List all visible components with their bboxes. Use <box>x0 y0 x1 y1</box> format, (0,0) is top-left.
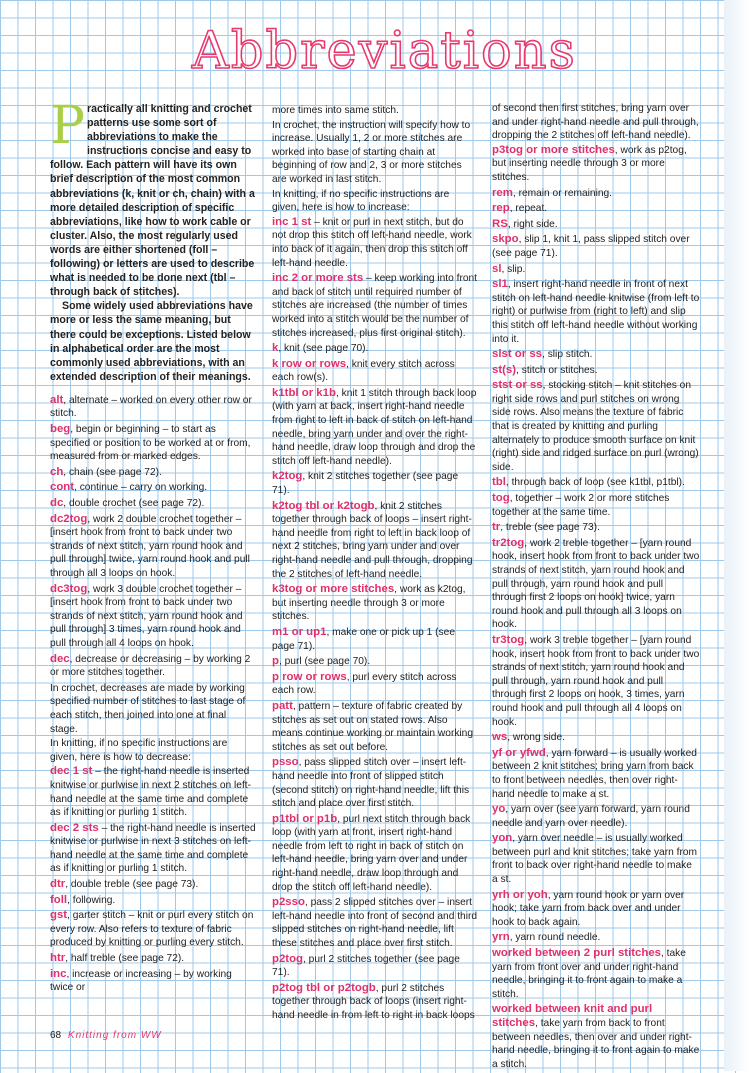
abbreviation-definition: , stocking stitch – knit stitches on right side rows and purl stitches on wrong side rows. Also means the texture of fabric that is created by knitting and purling alternately to produce smooth surface on knit (right) side and ridged surface on purl (wrong) side. <box>492 380 699 473</box>
abbreviation-definition: , work 3 double crochet together – [insert hook from front to back under two strands of next stitch, yarn round hook and pull through] 3 times, yarn round hook and pull through all 4 loops on hook. <box>50 583 243 649</box>
abbreviation-term: yrn <box>492 931 510 944</box>
abbreviation-definition: , purl every stitch across each row. <box>272 671 457 697</box>
drop-cap: P <box>50 96 85 156</box>
abbreviation-entry <box>50 583 256 651</box>
abbreviation-definition: , work 3 treble together – [yarn round hook, insert hook from front to back under two strands of next stitch, yarn round hook and pull through, yarn round hook and pull through first 2 loops on hook, 3 times, yarn round hook and pull through all 4 loops on hook. <box>492 634 700 728</box>
abbreviation-entry <box>50 952 256 966</box>
abbreviation-definition: , work 2 double crochet together – [insert hook from front to back under two strands of next stitch, yarn round hook and pull through] twice, yarn round hook and pull through all 3 loops on hook. <box>50 513 250 579</box>
abbreviation-entry <box>492 747 700 801</box>
abbreviation-definition: , purl (see page 70). <box>278 656 371 668</box>
intro <box>50 96 256 384</box>
abbreviation-definition: , slip. <box>501 263 526 275</box>
abbreviation-entry <box>492 492 700 519</box>
abbreviation-term: rep <box>492 202 510 215</box>
abbreviation-term: tbl <box>492 476 506 489</box>
abbreviation-term: k <box>272 342 279 355</box>
abbreviation-definition: , double crochet (see page 72). <box>63 498 205 510</box>
abbreviation-term: yon <box>492 832 513 845</box>
abbreviation-term: cont <box>50 481 75 494</box>
abbreviation-entry <box>492 832 700 886</box>
abbreviation-term: p2tog tbl or p2togb <box>272 981 376 994</box>
abbreviation-term: p2tog <box>272 952 304 965</box>
page-title: Abbreviations <box>192 22 577 81</box>
abbreviation-entry <box>492 263 700 277</box>
intro-paragraph-2: Some widely used abbreviations have more or less the same meaning, but there could be exceptions. Listed below in alphabetical order are the most commonly used abbreviations, with an extended description of their meanings. <box>50 300 253 383</box>
abbreviation-definition: , slip 1, knit 1, pass slipped stitch over (see page 71). <box>492 234 690 259</box>
abbreviation-entry <box>272 896 478 950</box>
abbreviation-term: p <box>272 655 279 668</box>
abbreviation-term: RS <box>492 217 508 230</box>
abbreviation-definition: , begin or beginning – to start as specified or position to be worked at or from, measured from or marked edges. <box>50 424 251 463</box>
abbreviation-entry <box>50 394 256 421</box>
abbreviation-term: sl <box>492 262 502 275</box>
abbreviation-entry <box>272 500 478 582</box>
abbreviation-definition: , work as k2tog, but inserting needle through 3 or more stitches. <box>272 584 466 623</box>
abbreviation-entry <box>50 894 256 908</box>
abbreviation-entry <box>492 889 700 930</box>
footer <box>50 1030 162 1041</box>
abbreviation-entry <box>272 626 478 653</box>
page-edge <box>724 0 750 1071</box>
abbreviation-entry <box>272 387 478 469</box>
abbreviation-term: p2sso <box>272 896 305 909</box>
publication-name: Knitting from WW <box>67 1030 162 1041</box>
abbreviation-term: tog <box>492 492 510 505</box>
abbreviation-entry <box>50 513 256 581</box>
intro-paragraph-1 <box>50 96 256 299</box>
abbreviation-entry <box>272 358 478 385</box>
abbreviation-term: dec 1 st <box>50 765 93 778</box>
abbreviation-entry <box>272 756 478 810</box>
abbreviation-entry <box>272 813 478 895</box>
abbreviation-definition: , wrong side. <box>507 732 565 744</box>
abbreviation-definition: , double treble (see page 73). <box>65 879 199 891</box>
abbreviation-definition: , through back of loop (see k1tbl, p1tbl). <box>505 477 685 489</box>
column-1 <box>50 96 256 997</box>
abbreviation-definition: , knit 2 stitches together through back of loops – insert right-hand needle from right to left in back loop of next 2 stitches, bring yarn under and over right-hand needle and pull through, dropping the 2 stitches of left-hand needle. <box>272 500 473 580</box>
abbreviation-term: p row or rows <box>272 670 347 683</box>
abbreviation-entry <box>50 878 256 892</box>
abbreviation-definition: , alternate – worked on every other row or stitch. <box>50 394 252 420</box>
abbreviation-entry <box>492 144 700 185</box>
abbreviation-term: tr <box>492 521 501 534</box>
abbreviation-definition: , knit 2 stitches together (see page 71). <box>272 471 459 497</box>
abbreviation-term: yo <box>492 803 506 816</box>
note-text: In knitting, if no specific instructions are given, here is how to increase: <box>272 188 450 214</box>
abbreviation-definition: , yarn round hook or yarn over hook; take yarn from back over and under hook to back again. <box>492 889 685 928</box>
abbreviation-definition: , following. <box>67 894 116 906</box>
abbreviation-definition: , right side. <box>507 218 558 230</box>
abbreviation-definition: – the right-hand needle is inserted knitwise or purlwise in next 2 stitches on left-hand needle at the same time and complete as if knitting or purling 1 stitch. <box>50 766 252 819</box>
abbreviation-term: dec <box>50 652 70 665</box>
abbreviation-term: inc 2 or more sts <box>272 272 364 285</box>
abbreviation-entry <box>50 497 256 511</box>
abbreviation-entry <box>272 583 478 624</box>
abbreviation-definition: – knit or purl in next stitch, but do not drop this stitch off left-hand needle, work into back of it again, then drop this stitch off left-hand needle. <box>272 216 472 269</box>
abbreviation-entry <box>492 1003 700 1071</box>
note-text: of second then first stitches, bring yarn over and under right-hand needle and pull through, dropping the 2 stitches off left-hand needle). <box>492 103 699 142</box>
abbreviation-definition: – keep working into front and back of stitch until required number of stitches are increased (the number of times worked into a stitch would be the number of stitches increased, plus first original stitch). <box>272 273 477 339</box>
abbreviation-definition: , treble (see page 73). <box>500 522 600 534</box>
abbreviation-term: dc2tog <box>50 512 88 525</box>
abbreviation-term: k row or rows <box>272 357 347 370</box>
abbreviation-definition: , chain (see page 72). <box>63 466 162 478</box>
entries-col3 <box>492 102 700 1071</box>
abbreviation-term: p1tbl or p1b <box>272 812 338 825</box>
abbreviation-entry <box>272 700 478 754</box>
abbreviation-entry <box>492 731 700 745</box>
abbreviation-entry <box>50 466 256 480</box>
abbreviation-definition: , pattern – texture of fabric created by stitches as set out on stated rows. Also means continue working or maintain working stitches as set out before. <box>272 700 474 753</box>
abbreviation-definition: , repeat. <box>509 203 548 215</box>
abbreviation-term: k1tbl or k1b <box>272 386 336 399</box>
intro-text-1: ractically all knitting and crochet patterns use some sort of abbreviations to make the instructions concise and easy to follow. Each pattern will have its own brief description of the most common abbreviations (k, knit or ch, chain) with a more detailed description of specific abbreviations, like how to work cable or cluster. Also, the most regularly used words are either shortened (foll – following) or letters are used to describe what is needed to be done next (tbl – through back of stitches). <box>50 103 255 299</box>
abbreviation-term: patt <box>272 699 293 712</box>
abbreviation-definition: , garter stitch – knit or purl every stitch on every row. Also refers to texture of fabric produced by knitting or purling every stitch. <box>50 910 254 949</box>
note-text: In crochet, decreases are made by working specified number of stitches to last stage of each stitch, then joined into one at final stage. <box>50 682 246 735</box>
abbreviation-definition: , knit every stitch across each row(s). <box>272 358 455 384</box>
abbreviation-term: htr <box>50 952 66 965</box>
abbreviation-term: beg <box>50 423 71 436</box>
abbreviation-entry <box>492 202 700 216</box>
abbreviation-entry <box>492 476 700 490</box>
abbreviation-term: stst or ss <box>492 379 543 392</box>
abbreviation-entry <box>50 423 256 464</box>
abbreviation-term: m1 or up1 <box>272 625 327 638</box>
abbreviation-entry <box>492 947 700 1001</box>
abbreviation-definition: , knit 1 stitch through back loop (with yarn at back, insert right-hand needle from right to left in back of stitch on left-hand needle, bring yarn under and over the right-hand needle, draw loop through and drop the stitch off left-hand needle). <box>272 387 477 467</box>
note-text: more times into same stitch. <box>272 105 399 116</box>
abbreviation-entry <box>50 822 256 876</box>
page-number: 68 <box>50 1030 62 1041</box>
abbreviation-term: foll <box>50 893 68 906</box>
abbreviation-term: dtr <box>50 878 66 891</box>
abbreviation-definition: , work 2 treble together – [yarn round hook, insert hook from front to back under two strands of next stitch, yarn round hook and pull through, yarn round hook and pull through first 2 loops on hook] twice, yarn round hook and pull through all 3 loops on hook. <box>492 537 700 631</box>
abbreviation-entry <box>492 218 700 232</box>
abbreviation-definition: , take yarn from front over and under right-hand needle, bringing it to front again to make a stitch. <box>492 948 686 1000</box>
abbreviation-entry <box>492 931 700 945</box>
abbreviation-term: worked between knit and purl stitches <box>492 1003 653 1029</box>
abbreviation-entry <box>492 803 700 830</box>
abbreviation-entry <box>492 537 700 632</box>
abbreviation-definition: , yarn forward – is usually worked between 2 knit stitches; bring yarn from back to front between needles, then over right-hand needle to make a st. <box>492 747 697 800</box>
abbreviation-definition: , increase or increasing – by working twice or <box>50 968 232 994</box>
abbreviation-entry <box>50 653 256 680</box>
abbreviation-definition: , together – work 2 or more stitches together at the same time. <box>492 493 670 518</box>
abbreviation-definition: , remain or remaining. <box>512 187 612 199</box>
abbreviation-entry <box>272 982 478 1023</box>
abbreviation-definition: , slip stitch. <box>542 349 593 361</box>
abbreviation-entry <box>50 481 256 495</box>
abbreviation-entry <box>272 671 478 698</box>
abbreviation-term: k3tog or more stitches <box>272 583 395 596</box>
abbreviation-definition: , decrease or decreasing – by working 2 or more stitches together. <box>50 653 251 679</box>
abbreviation-entry <box>50 765 256 819</box>
abbreviation-definition: , pass 2 slipped stitches over – insert left-hand needle into front of second and third slipped stitches on right-hand needle, lift these stitches and place over first stitch. <box>272 897 478 950</box>
abbreviation-term: st(s) <box>492 363 517 376</box>
abbreviation-entry <box>50 909 256 950</box>
abbreviation-term: k2tog <box>272 470 303 483</box>
abbreviation-entry <box>272 342 478 356</box>
abbreviation-definition: , knit (see page 70). <box>278 343 369 355</box>
entries-col2 <box>272 104 478 1023</box>
abbreviation-entry <box>272 953 478 980</box>
abbreviation-term: p3tog or more stitches <box>492 143 615 156</box>
abbreviation-entry <box>492 278 700 346</box>
abbreviation-entry <box>272 470 478 497</box>
entries-col1 <box>50 394 256 995</box>
abbreviation-term: dc3tog <box>50 582 88 595</box>
abbreviation-entry <box>492 364 700 378</box>
abbreviation-term: skpo <box>492 233 519 246</box>
abbreviation-entry <box>492 233 700 260</box>
abbreviation-definition: , pass slipped stitch over – insert left-hand needle into front of slipped stitch (second stitch) on right-hand needle, lift this stitch and place over first stitch. <box>272 757 470 810</box>
abbreviation-term: yrh or yoh <box>492 888 548 901</box>
abbreviation-term: k2tog tbl or k2togb <box>272 499 375 512</box>
abbreviation-entry <box>272 272 478 340</box>
abbreviation-term: psso <box>272 756 299 769</box>
abbreviation-term: yf or yfwd <box>492 746 546 759</box>
abbreviation-entry <box>272 655 478 669</box>
abbreviation-entry <box>492 521 700 535</box>
abbreviation-entry <box>492 379 700 474</box>
note-text: In knitting, if no specific instructions are given, here is how to decrease: <box>50 738 228 763</box>
abbreviation-definition: , continue – carry on working. <box>74 482 208 494</box>
abbreviation-definition: , yarn round needle. <box>509 932 601 944</box>
abbreviation-definition: , insert right-hand needle in front of next stitch on left-hand needle knitwise (from left to right) or purlwise from (right to left) and slip this stitch off left-hand needle without working into it. <box>492 279 700 345</box>
abbreviation-definition: , purl next stitch through back loop (with yarn at front, insert right-hand needle from left to right in back of stitch on left-hand needle, bring yarn over and under right-hand needle, draw loop through and drop the stitch off left-hand needle). <box>272 813 471 893</box>
note-text: In crochet, the instruction will specify how to increase. Usually 1, 2 or more stitches are worked into base of starting chain at beginning of row and 2, 3 or more stitches are worked in last stitch. <box>272 119 471 185</box>
abbreviation-term: ch <box>50 465 64 478</box>
abbreviation-entry <box>492 348 700 362</box>
column-3 <box>492 102 700 1073</box>
abbreviation-term: dc <box>50 497 64 510</box>
abbreviation-term: tr2tog <box>492 536 525 549</box>
abbreviation-term: alt <box>50 393 64 406</box>
abbreviation-entry <box>50 968 256 995</box>
abbreviation-definition: , take yarn from back to front between needles, then over and under right-hand needle, bringing it to front again to make a stitch. <box>492 1018 700 1070</box>
abbreviation-definition: – the right-hand needle is inserted knitwise or purlwise in next 3 stitches on left-hand needle at the same time and complete as if knitting or purling 1 stitch. <box>50 822 256 875</box>
abbreviation-term: tr3tog <box>492 633 525 646</box>
abbreviation-term: inc 1 st <box>272 215 312 228</box>
abbreviation-definition: , yarn over needle – is usually worked between purl and knit stitches; take yarn from front to back over right-hand needle to make a st. <box>492 833 697 886</box>
abbreviation-definition: , purl 2 stitches together through back of loops (insert right-hand needle in from left to right in back loops <box>272 982 475 1021</box>
abbreviation-entry <box>272 216 478 270</box>
abbreviation-term: worked between 2 purl stitches <box>492 947 662 960</box>
abbreviation-term: dec 2 sts <box>50 821 99 834</box>
abbreviation-entry <box>492 634 700 729</box>
abbreviation-term: inc <box>50 967 67 980</box>
abbreviation-term: sl1 <box>492 278 508 291</box>
abbreviation-definition: , stitch or stitches. <box>516 364 598 376</box>
abbreviation-definition: , work as p2tog, but inserting needle through 3 or more stitches. <box>492 144 687 183</box>
abbreviation-term: gst <box>50 909 68 922</box>
abbreviation-term: rem <box>492 186 513 199</box>
abbreviation-definition: , make one or pick up 1 (see page 71). <box>272 626 455 652</box>
abbreviation-definition: , purl 2 stitches together (see page 71). <box>272 953 460 979</box>
abbreviation-definition: , yarn over (see yarn forward, yarn round needle and yarn over needle). <box>492 804 690 829</box>
abbreviation-definition: , half treble (see page 72). <box>65 953 185 965</box>
abbreviation-entry <box>492 187 700 201</box>
abbreviation-term: ws <box>492 731 508 744</box>
abbreviation-term: slst or ss <box>492 348 543 361</box>
column-2 <box>272 104 478 1025</box>
